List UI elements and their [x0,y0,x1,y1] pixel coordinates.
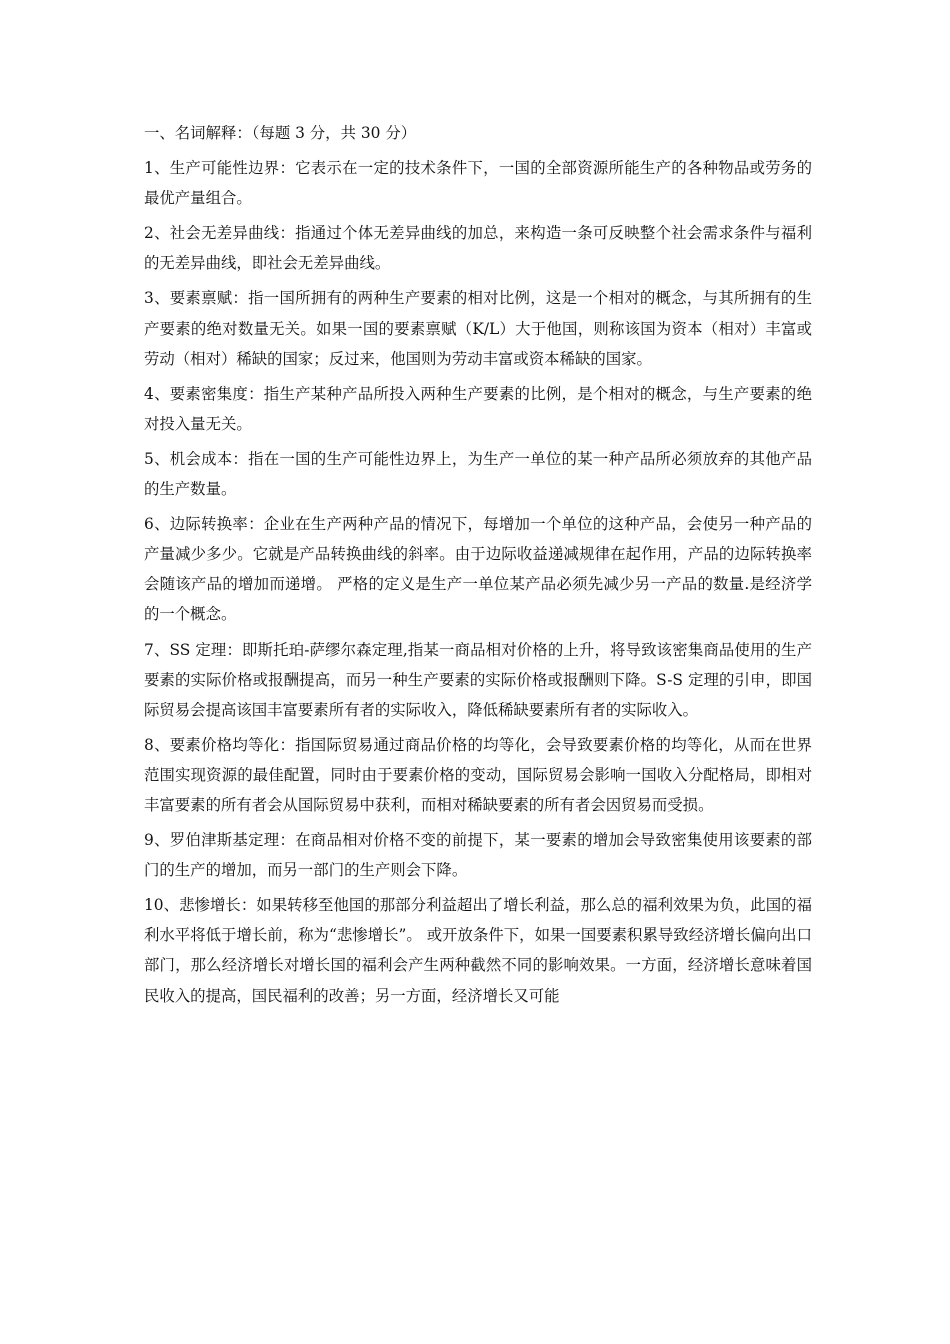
definition-paragraph-7: 7、SS 定理：即斯托珀-萨缪尔森定理,指某一商品相对价格的上升，将导致该密集商品使用的生产要素的实际价格或报酬提高，而另一种生产要素的实际价格或报酬则下降。S-S 定理的引申，即国际贸易会提高该国丰富要素所有者的实际收入，降低稀缺要素所有者的实际收入。 [144,640,812,719]
definition-paragraph-3: 3、要素禀赋：指一国所拥有的两种生产要素的相对比例，这是一个相对的概念，与其所拥有的生产要素的绝对数量无关。如果一国的要素禀赋（K/L）大于他国，则称该国为资本（相对）丰富或劳动（相对）稀缺的国家；反过来，他国则为劳动丰富或资本稀缺的国家。 [144,289,812,368]
definition-paragraph-8: 8、要素价格均等化：指国际贸易通过商品价格的均等化，会导致要素价格的均等化，从而在世界范围实现资源的最佳配置，同时由于要素价格的变动，国际贸易会影响一国收入分配格局，即相对丰富要素的所有者会从国际贸易中获利，而相对稀缺要素的所有者会因贸易而受损。 [144,735,812,814]
document-body [144,118,812,1016]
section-heading: 一、名词解释：（每题 3 分，共 30 分） [144,124,417,142]
definition-paragraph-2: 2、社会无差异曲线：指通过个体无差异曲线的加总，来构造一条可反映整个社会需求条件与福利的无差异曲线，即社会无差异曲线。 [144,224,812,273]
definition-paragraph-10: 10、悲惨增长：如果转移至他国的那部分利益超出了增长利益，那么总的福利效果为负，此国的福利水平将低于增长前，称为“悲惨增长”。 或开放条件下，如果一国要素积累导致经济增长偏向出口部门，那么经济增长对增长国的福利会产生两种截然不同的影响效果。一方面，经济增长意味着国民收入的提高，国民福利的改善；另一方面，经济增长又可能 [144,896,812,1005]
definition-paragraph-1: 1、生产可能性边界：它表示在一定的技术条件下，一国的全部资源所能生产的各种物品或劳务的最优产量组合。 [144,159,812,208]
definition-paragraph-6: 6、边际转换率：企业在生产两种产品的情况下，每增加一个单位的这种产品，会使另一种产品的产量减少多少。它就是产品转换曲线的斜率。由于边际收益递减规律在起作用，产品的边际转换率会随该产品的增加而递增。 严格的定义是生产一单位某产品必须先减少另一产品的数量.是经济学的一个概念。 [144,515,812,624]
definition-paragraph-4: 4、要素密集度：指生产某种产品所投入两种生产要素的比例，是个相对的概念，与生产要素的绝对投入量无关。 [144,384,812,433]
definition-paragraph-5: 5、机会成本：指在一国的生产可能性边界上，为生产一单位的某一种产品所必须放弃的其他产品的生产数量。 [144,449,812,499]
definition-paragraph-9: 9、罗伯津斯基定理：在商品相对价格不变的前提下，某一要素的增加会导致密集使用该要素的部门的生产的增加，而另一部门的生产则会下降。 [144,831,812,880]
